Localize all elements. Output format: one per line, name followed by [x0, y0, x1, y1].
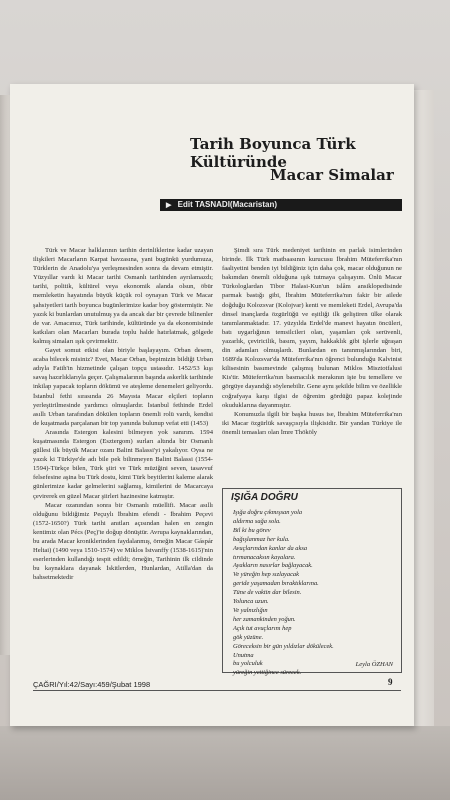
poem-line: Işığa doğru çıkmışsan yola [233, 509, 303, 516]
triangle-bullet-icon: ▶ [166, 202, 172, 209]
poem-line: Yolunca uzun. [233, 598, 269, 606]
poem-author: Leyla ÖZHAN [355, 661, 393, 668]
paragraph: Türk ve Macar halklarının tarihin derinliklerine kadar uzayan ilişkileri Macarların Karpat havzasına, yani bugünkü yurdumuza, Türklerin de Anadolu'ya yerleşmesinden sonra da devam etmiştir. Yüzyıllar vardı ki Macar tarihi Osmanlı tarihinden ayrılamazdı; tarihi, politik, kültürel veya ekonomik alanda olsun, öbür memleketin hayatında büyük küçük rol oynayan Türk ve Macar şahsiyetleri tarih boyunca bugünlerimize kadar boy göstermiştir. Ne yazık ki bunlardan unutulmuş ya da ancak dar bir çevrede bilinenler de var. Amacımız, Türk tarihinde, kültüründe ya da ekonomisinde katkıları olan Macarları burada toplu halde hatırlatmak, gölgede kalmış simaları ışık çevirmektir. [33, 247, 213, 345]
poem-line: Göreceksin bir gün yıldızlar dökülecek. [233, 642, 334, 650]
paragraph: Konumuzla ilgili bir başka husus ise, İbrahim Müteferrika'nın iki Macar özgürlük savaşçısıyla ilişkisidir. Bir yandan Türkiye ile önemli temasları olan İmre Thököly [222, 410, 402, 436]
poem-line: Ve yalnızlığın [233, 606, 268, 614]
poem-line: Ayakların nasırlar bağlayacak. [233, 562, 313, 570]
poem-line: bağışlanmaz her kula. [233, 535, 290, 543]
right-text-column [222, 246, 402, 480]
poem-line: tırmanacaksın kayalara. [233, 553, 296, 561]
article-title-line2: Macar Simalar [270, 166, 394, 184]
author-name: Edit TASNADI(Macaristan) [177, 200, 278, 209]
footer-rule [33, 690, 401, 691]
issue-footer: ÇAĞRI/Yıl:42/Sayı:459/Şubat 1998 [33, 680, 151, 689]
left-text-column [33, 246, 213, 676]
paragraph: Macar ozanından sonra bir Osmanlı müellifi. Macar asıllı olduğunu bildiğimiz Peçuylı İbrahim efendi - İbrahim Peçevi (1572-1650?) Türk tarihi anıtları açısından halen en zengin kentimiz olan Pécs (Peç)'te doğup dönüştür. Avrupa kaynaklarından, bu arada Macar kroniklerinden faydalanmış, örneğin Macar Gáspár Heltai) (1490 veya 1510-1574) ve Miklos İstvanffy (1538-1615)'nin eserlerinden kullandığı tespit edildi; örneğin, Tarihinin ilk cildinde bu kaynaklara dayanak İskitlerden, Hunlardan, Atilla'dan da bahsetmektedir [33, 501, 213, 582]
poem-lines [233, 509, 395, 678]
poem-line: bu yolculuk [233, 660, 263, 668]
poem-line: Açık tut avuçlarını hep [233, 624, 292, 632]
author-bar [160, 199, 402, 211]
poem-line: Bil ki bu görev [233, 526, 271, 534]
poem-line: aldırma sağa sola. [233, 517, 281, 525]
poem-line: yüreğin yettiğince sürecek. [233, 669, 302, 677]
poem-line: geride yaşamadan bıraktıklarına. [233, 580, 319, 588]
page-edge-shadow [414, 90, 434, 728]
poem-line: Ve yüreğin hep sızlayacak [233, 571, 299, 579]
paragraph: Gayet somut etkisi olan biriyle başlayayım. Orban desem, acaba bilecek misiniz? Evet, Macar Orban, bepimizin bildiği Urban adıyla Fatih'in hizmetinde çalışan topçu ustasıdır. 1452/53 kışı savaş hazırlıklarıyla geçer. Çalışmalarının başında askerlik tarihinde inkilap yapacak topların dökümü ve ateşleme denemeleri geliyordu. İstanbul fethi sırasında 26 Mayısta Macar elçileri topların yerleştirilmesinde yardımcı olmuşlardır. İstanbul fethinde Erdel asıllı Urban tarafından dökülen topların önemli rolü vardı, kendisi de kuşatmada parçalanan bir top yanında bulunup vefat etti (1453) [33, 347, 213, 427]
poem-line: gök yüzüne. [233, 633, 264, 641]
paragraph: Arasında Estergon kalesini bilmeyen yok sanırım. 1594 kuşatmasında Estergon (Esztergom) surları altında bir Osmanlı güllesi ilk büyük Macar ozanı Balint Balassi'yi yakalıyor. Oysa ne yazık ki Türkiye'de adı bile pek bilinmeyen Balint Balassi (1554-1594)-Türkçe bilen, Türk şiiri ve Türk müziğini seven, tasavvuf felsefesine aşina bu Türk dostu, kimi Türk beyitlerini kaleme alarak günlerimize kadar gelmelerini sağlamış, kimilerini de Macarcaya çevirerek en güzel Macar şiirleri hazinesine katmıştır. [33, 428, 213, 500]
poem-line: her zamankinden yoğun. [233, 615, 296, 623]
article-title-line1: Tarih Boyunca Türk Kültüründe [190, 135, 356, 171]
poem-line: Avuçlarından kanlar da aksa [233, 544, 308, 552]
desk-surface [0, 726, 450, 800]
page-number: 9 [388, 677, 393, 687]
paragraph: Şimdi sıra Türk medeniyet tarihinin en parlak isimlerinden birinde. İlk Türk matbaasının kurucusu İbrahim Müteferrika'nın faaliyetini benden iyi bildiğiniz için daha çok, macar olduğunun ne bakımdan önemli olduğuna ışık tutmaya çalışayım. Ünlü Macar Türkologlardan Tibor Halasi-Kun'un islâm ansiklopedisinde parmak bastığı gibi, İbrahim Müteferrika'nın fakir bir ailede doğduğu Kolozsvar (Kolojvar) kenti ve memleketi Erdel, Avrupa'da dinsel inançlarda özgürlüğü ve eşitliği ilk geliştiren ülke olarak tanımlanmaktadır. 17. yüzyılda Erdel'de manevi hayatın öncüleri, batı uygarlığının temsilcileri olan, yaşamları çok serüvenli, yazarlık, çeviricilik, basım, yayım, hakkaklık gibi işlerle uğraşan din adamları olmuşlardı. Bunlardan en tanınmışlarından biri, 1689'da Kolozsvar'da Müteferrika'nın öğrenci bulunduğu Kalvinist kilisesinin basımevinde çalışmış bulunan Miklos Misztotfalusi Kis'tir. Müteferrika'nın basmacılık merakının işte bu temellere ve görgüye dayandığı söylenebilir. Gene aynı şekilde bilim ve özellikle coğrafyaya karşı ilgisi de öğrenim gördüğü papaz kolejinde okuduklarına dayanmıştır. [222, 247, 402, 409]
poem-line: Tüne de vaktin dar bilesin. [233, 589, 302, 597]
poem-title: IŞIĞA DOĞRU [231, 492, 298, 503]
poem-box [222, 488, 402, 677]
poem-line: Unutma [233, 651, 254, 659]
